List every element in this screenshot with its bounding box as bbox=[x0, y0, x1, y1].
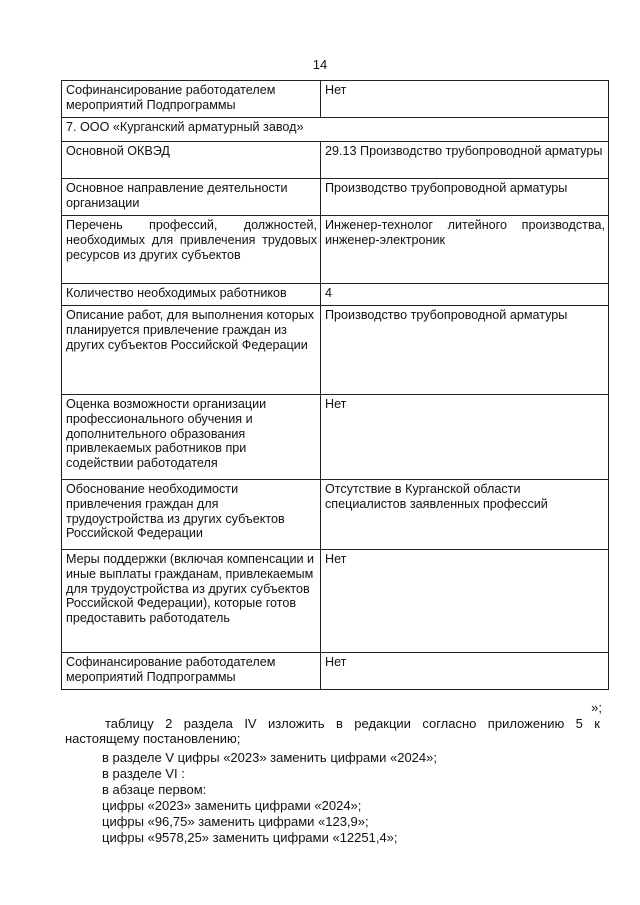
row-label-cofinancing-2: Софинансирование работодателем мероприятий Подпрограммы bbox=[62, 653, 321, 690]
row-label-training: Оценка возможности организации профессионального обучения и дополнительного образования привлекаемых работников при содействии работодателя bbox=[62, 395, 321, 480]
row-value-count: 4 bbox=[321, 284, 609, 306]
row-label-support-measures: Меры поддержки (включая компенсации и иные выплаты гражданам, привлекаемым для трудоустройства из других субъектов Российской Федерации), которые готов предоставить работодатель bbox=[62, 550, 321, 653]
paragraph-digits-2023: цифры «2023» заменить цифрами «2024»; bbox=[102, 798, 362, 813]
paragraph-section6: в разделе VI : bbox=[102, 766, 185, 781]
row-label-count: Количество необходимых работников bbox=[62, 284, 321, 306]
row-value-activity: Производство трубопроводной арматуры bbox=[321, 179, 609, 216]
row-value-support-measures: Нет bbox=[321, 550, 609, 653]
paragraph-section5: в разделе V цифры «2023» заменить цифрами «2024»; bbox=[102, 750, 437, 765]
row-value-professions: Инженер-технолог литейного производства, инженер-электроник bbox=[321, 216, 609, 284]
row-value-training: Нет bbox=[321, 395, 609, 480]
table-row bbox=[62, 653, 609, 690]
paragraph-table2: таблицу 2 раздела IV изложить в редакции согласно приложению 5 к настоящему постановлению; bbox=[65, 716, 600, 747]
table-row bbox=[62, 142, 609, 179]
row-value-cofinancing-2: Нет bbox=[321, 653, 609, 690]
organization-table bbox=[61, 80, 609, 690]
paragraph-digits-96: цифры «96,75» заменить цифрами «123,9»; bbox=[102, 814, 369, 829]
row-value-cofinancing: Нет bbox=[321, 81, 609, 118]
row-value-work-description: Производство трубопроводной арматуры bbox=[321, 306, 609, 395]
table-row bbox=[62, 81, 609, 118]
row-label-cofinancing: Софинансирование работодателем мероприятий Подпрограммы bbox=[62, 81, 321, 118]
row-value-okved: 29.13 Производство трубопроводной арматуры bbox=[321, 142, 609, 179]
table-row bbox=[62, 306, 609, 395]
page-number: 14 bbox=[312, 57, 328, 72]
table-row-section bbox=[62, 118, 609, 142]
table-row bbox=[62, 395, 609, 480]
table-row bbox=[62, 284, 609, 306]
closing-quote-mark: »; bbox=[591, 700, 602, 715]
row-label-professions: Перечень профессий, должностей, необходимых для привлечения трудовых ресурсов из других субъектов bbox=[62, 216, 321, 284]
paragraph-digits-9578: цифры «9578,25» заменить цифрами «12251,4»; bbox=[102, 830, 398, 845]
section-heading: 7. ООО «Курганский арматурный завод» bbox=[62, 118, 609, 142]
row-label-work-description: Описание работ, для выполнения которых планируется привлечение граждан из других субъектов Российской Федерации bbox=[62, 306, 321, 395]
table-row bbox=[62, 216, 609, 284]
row-label-activity: Основное направление деятельности организации bbox=[62, 179, 321, 216]
table-row bbox=[62, 179, 609, 216]
paragraph-first-abzac: в абзаце первом: bbox=[102, 782, 207, 797]
table-row bbox=[62, 550, 609, 653]
row-label-justification: Обоснование необходимости привлечения граждан для трудоустройства из других субъектов Российской Федерации bbox=[62, 480, 321, 550]
table-row bbox=[62, 480, 609, 550]
row-label-okved: Основной ОКВЭД bbox=[62, 142, 321, 179]
row-value-justification: Отсутствие в Курганской области специалистов заявленных профессий bbox=[321, 480, 609, 550]
